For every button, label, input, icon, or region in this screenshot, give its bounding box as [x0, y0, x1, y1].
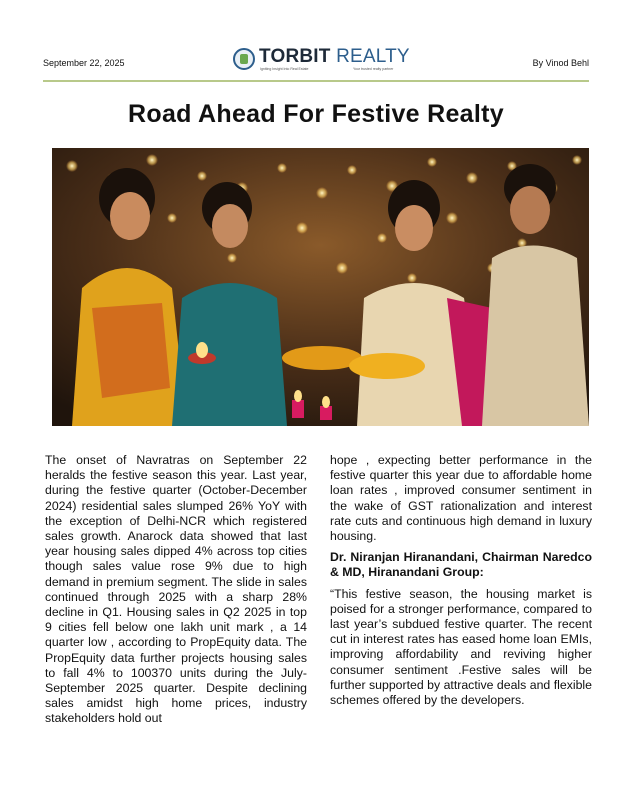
- logo-emblem-icon: [233, 48, 255, 70]
- logo-tagline: Igniting Insight Into Real Estate: [260, 67, 309, 71]
- article-left-column: [45, 453, 307, 733]
- author-byline: By Vinod Behl: [532, 58, 589, 68]
- logo-wordmark: [259, 47, 410, 67]
- festive-photo-illustration: [52, 148, 589, 426]
- logo-tagline-secondary: Your trusted realty partner: [353, 67, 394, 71]
- logo-realty-text: REALTY: [336, 46, 410, 67]
- publish-date: September 22, 2025: [43, 58, 125, 68]
- festive-family-photo: [52, 148, 589, 426]
- quote-speaker: Dr. Niranjan Hiranandani, Chairman Naredco & MD, Hiranandani Group:: [330, 550, 592, 580]
- article-paragraph-continued: hope , expecting better performance in the festive quarter this year due to affordable home loan rates , improved consumer sentiment in the wake of GST rationalization and interest rate cuts and continuous high demand in luxury housing.: [330, 453, 592, 544]
- speaker-quote: “This festive season, the housing market is poised for a stronger performance, compared to last year’s subdued festive quarter. The recent cut in interest rates has eased home loan EMIs, improving affordability and reviving higher consumer sentiment .Festive sales will be further supported by attractive deals and flexible schemes offered by the developers.: [330, 586, 592, 708]
- article-right-column: [330, 453, 592, 714]
- logo-torbit-text: TORBIT: [259, 46, 331, 67]
- article-title: Road Ahead For Festive Realty: [128, 100, 504, 128]
- article-paragraph: The onset of Navratras on September 22 heralds the festive season this year. Last year, during the festive quarter (October-December 2024) residential sales slumped 26% YoY with the exception of Delhi-NCR which registered sales growth. Anarock data showed that last year housing sales dipped 4% across top cities though sales value rose 9% due to high demand in premium segment. The slide in sales continued through 2025 with a sharp 28% decline in Q1. Housing sales in Q2 2025 in top 9 cities fell below one lakh unit mark , a 14 quarter low , according to PropEquity data. The PropEquity data further projects housing sales to fall 4% to 100370 units during the July-September 2025 quarter. Despite declining sales amidst high home prices, industry stakeholders hold out: [45, 453, 307, 726]
- page-header: [43, 46, 589, 76]
- header-divider: [43, 80, 589, 82]
- torbit-realty-logo[interactable]: [233, 46, 410, 74]
